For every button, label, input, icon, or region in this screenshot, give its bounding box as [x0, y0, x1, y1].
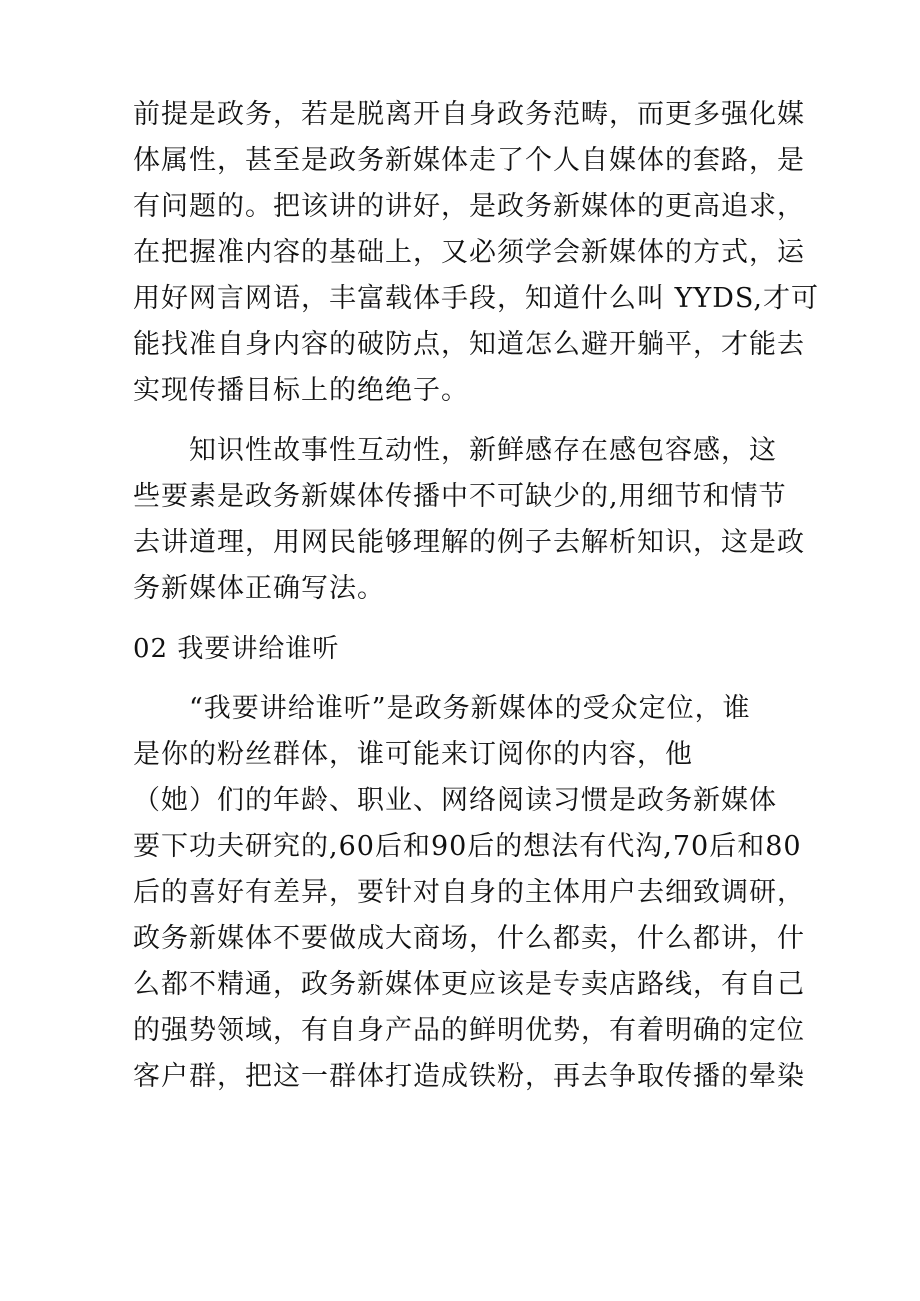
document-page: [133, 92, 819, 1100]
text-line: 是你的粉丝群体，谁可能来订阅你的内容，他: [133, 739, 693, 770]
text-line: 客户群，把这一群体打造成铁粉，再去争取传播的晕染: [133, 1061, 805, 1092]
text-line: 实现传播目标上的绝绝子。: [133, 375, 469, 406]
text-line: 用好网言网语，丰富载体手段，知道什么叫 YYDS,才可: [133, 283, 819, 314]
text-line: 务新媒体正确写法。: [133, 573, 385, 604]
text-line: 在把握准内容的基础上，又必须学会新媒体的方式，运: [133, 237, 805, 268]
text-line: 前提是政务，若是脱离开自身政务范畴，而更多强化媒: [133, 99, 805, 130]
section-heading-block: [133, 626, 813, 672]
paragraph-3: [133, 686, 813, 1100]
text-line: 有问题的。把该讲的讲好，是政务新媒体的更高追求，: [133, 191, 805, 222]
text-line: （她）们的年龄、职业、网络阅读习惯是政务新媒体: [133, 785, 777, 816]
text-line: 体属性，甚至是政务新媒体走了个人自媒体的套路，是: [133, 145, 805, 176]
section-heading: 02 我要讲给谁听: [133, 634, 340, 664]
text-line: 去讲道理，用网民能够理解的例子去解析知识，这是政: [133, 527, 805, 558]
text-line: 能找准自身内容的破防点，知道怎么避开躺平，才能去: [133, 329, 805, 360]
paragraph-2: [133, 428, 813, 612]
text-line: 政务新媒体不要做成大商场，什么都卖，什么都讲，什: [133, 923, 805, 954]
paragraph-1: [133, 92, 819, 414]
text-line: 知识性故事性互动性，新鲜感存在感包容感，这: [189, 435, 777, 466]
text-line: “我要讲给谁听”是政务新媒体的受众定位，谁: [189, 693, 751, 724]
text-line: 么都不精通，政务新媒体更应该是专卖店路线，有自己: [133, 969, 805, 1000]
text-line: 后的喜好有差异，要针对自身的主体用户去细致调研，: [133, 877, 805, 908]
text-line: 的强势领域，有自身产品的鲜明优势，有着明确的定位: [133, 1015, 805, 1046]
text-line: 些要素是政务新媒体传播中不可缺少的,用细节和情节: [133, 481, 787, 512]
text-line: 要下功夫研究的,60后和90后的想法有代沟,70后和80: [133, 831, 802, 862]
